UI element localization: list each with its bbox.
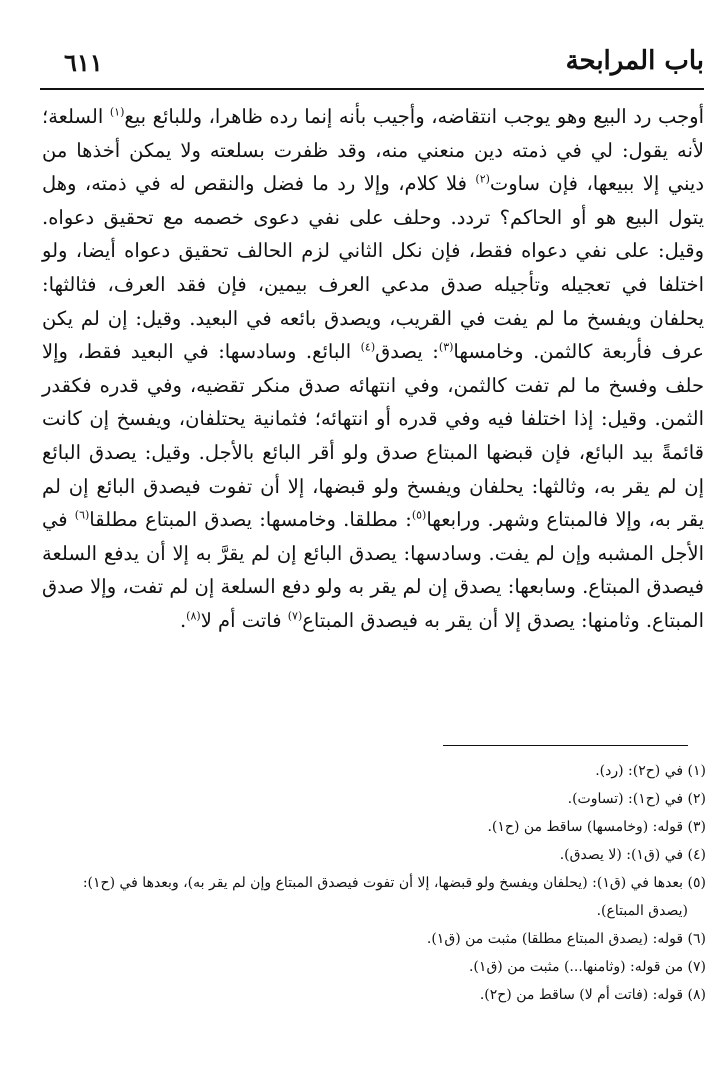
footnote-8: (٨) قوله: (فاتت أم لا) ساقط من (ح٢). <box>479 987 706 1003</box>
page-number: ٦١١ <box>64 48 103 77</box>
text-segment: في الأجل المشبه وإن لم يفت. وسادسها: يصدق البائع إن لم يقرَّ به إلا أن يدفع السلعة فيصدق المبتاع. وسابعها: يصدق إن لم يقر به ولو دفع السلعة إن لم تفت، وإلا صدق المبتاع. وثامنها: يصدق إلا أن يقر به فيصدق المبتاع <box>42 508 704 632</box>
footnote-marker: (٨) <box>186 609 201 623</box>
footnote-marker: (٦) <box>74 508 90 522</box>
footnote-marker: (٧) <box>287 609 303 623</box>
header-rule <box>40 88 704 90</box>
footnotes <box>42 757 706 1009</box>
footnote-marker: (١) <box>109 105 125 119</box>
footnote-marker: (٥) <box>411 508 427 522</box>
footnote-6: (٦) قوله: (يصدق المبتاع مطلقا) مثبت من (ق١). <box>426 931 706 947</box>
footnote-7: (٧) من قوله: (وثامنها...) مثبت من (ق١). <box>468 959 706 975</box>
footnote-4: (٤) في (ق١): (لا يصدق). <box>559 847 706 863</box>
text-segment: فلا كلام، وإلا رد ما فضل والنقص له في ذمته، وهل يتول البيع هو أو الحاكم؟ تردد. وحلف على نفي دعوى خصمه مع تحقيق دعواه. وقيل: على نفي دعواه فقط، فإن نكل الثاني لزم الحالف تحقيق دعواه أيضا، ولو اختلفا في تعجيله وتأجيله صدق مدعي العرف بيمين، فإن فقد العرف، فثالثها: يحلفان ويفسخ ما لم يفت في القريب، ويصدق بائعه في البعيد. وقيل: إن لم يكن عرف فأربعة كالثمن. وخامسها <box>42 172 704 364</box>
footnote-marker: (٣) <box>438 340 454 354</box>
footnote-separator <box>443 745 688 746</box>
text-segment: : مطلقا. وخامسها: يصدق المبتاع مطلقا <box>89 508 412 532</box>
main-paragraph <box>42 100 704 638</box>
footnote-marker: (٤) <box>360 340 376 354</box>
footnote-2: (٢) في (ح١): (تساوت). <box>567 791 706 807</box>
text-segment: . <box>179 608 187 632</box>
text-segment: : يصدق <box>375 340 439 364</box>
chapter-title: باب المرابحة <box>565 46 704 76</box>
footnote-5: (٥) بعدها في (ق١): (يحلفان ويفسخ ولو قبضها، إلا أن تفوت فيصدق المبتاع وإن لم يقر به)، وبعدها في (ح١): (يصدق المبتاع). <box>82 875 706 919</box>
text-segment: أوجب رد البيع وهو يوجب انتقاضه، وأجيب بأنه إنما رده ظاهرا، وللبائع بيع <box>124 105 704 128</box>
footnote-1: (١) في (ح٢): (رد). <box>595 763 706 779</box>
footnote-marker: (٢) <box>475 172 490 186</box>
footnote-3: (٣) قوله: (وخامسها) ساقط من (ح١). <box>487 819 706 835</box>
page-header <box>40 44 704 92</box>
text-segment: السلعة؛ لأنه يقول: لي في ذمته دين منعني منه، وقد ظفرت بسلعته ولا يمكن أخذها من ديني إلا ببيعها، فإن ساوت <box>42 105 705 196</box>
main-text <box>42 100 704 638</box>
text-segment: البائع. وسادسها: في البعيد فقط، وإلا حلف وفسخ ما لم تفت كالثمن، وفي انتهائه صدق منكر تقضيه، وفي قدره فكقدر الثمن. وقيل: إذا اختلفا فيه وفي قدره أو انتهائه؛ فثمانية يحتلفان، ويفسخ إن كانت قائمةً بيد البائع، فإن قبضها المبتاع صدق ولو أقر البائع بالأجل. وقيل: يصدق البائع إن لم يقر به، وثالثها: يحلفان ويفسخ ولو قبضها، إلا أن تفوت فيصدق البائع إن لم يقر به، وإلا فالمبتاع وشهر. ورابعها <box>42 340 704 532</box>
text-segment: فاتت أم لا <box>200 608 288 632</box>
